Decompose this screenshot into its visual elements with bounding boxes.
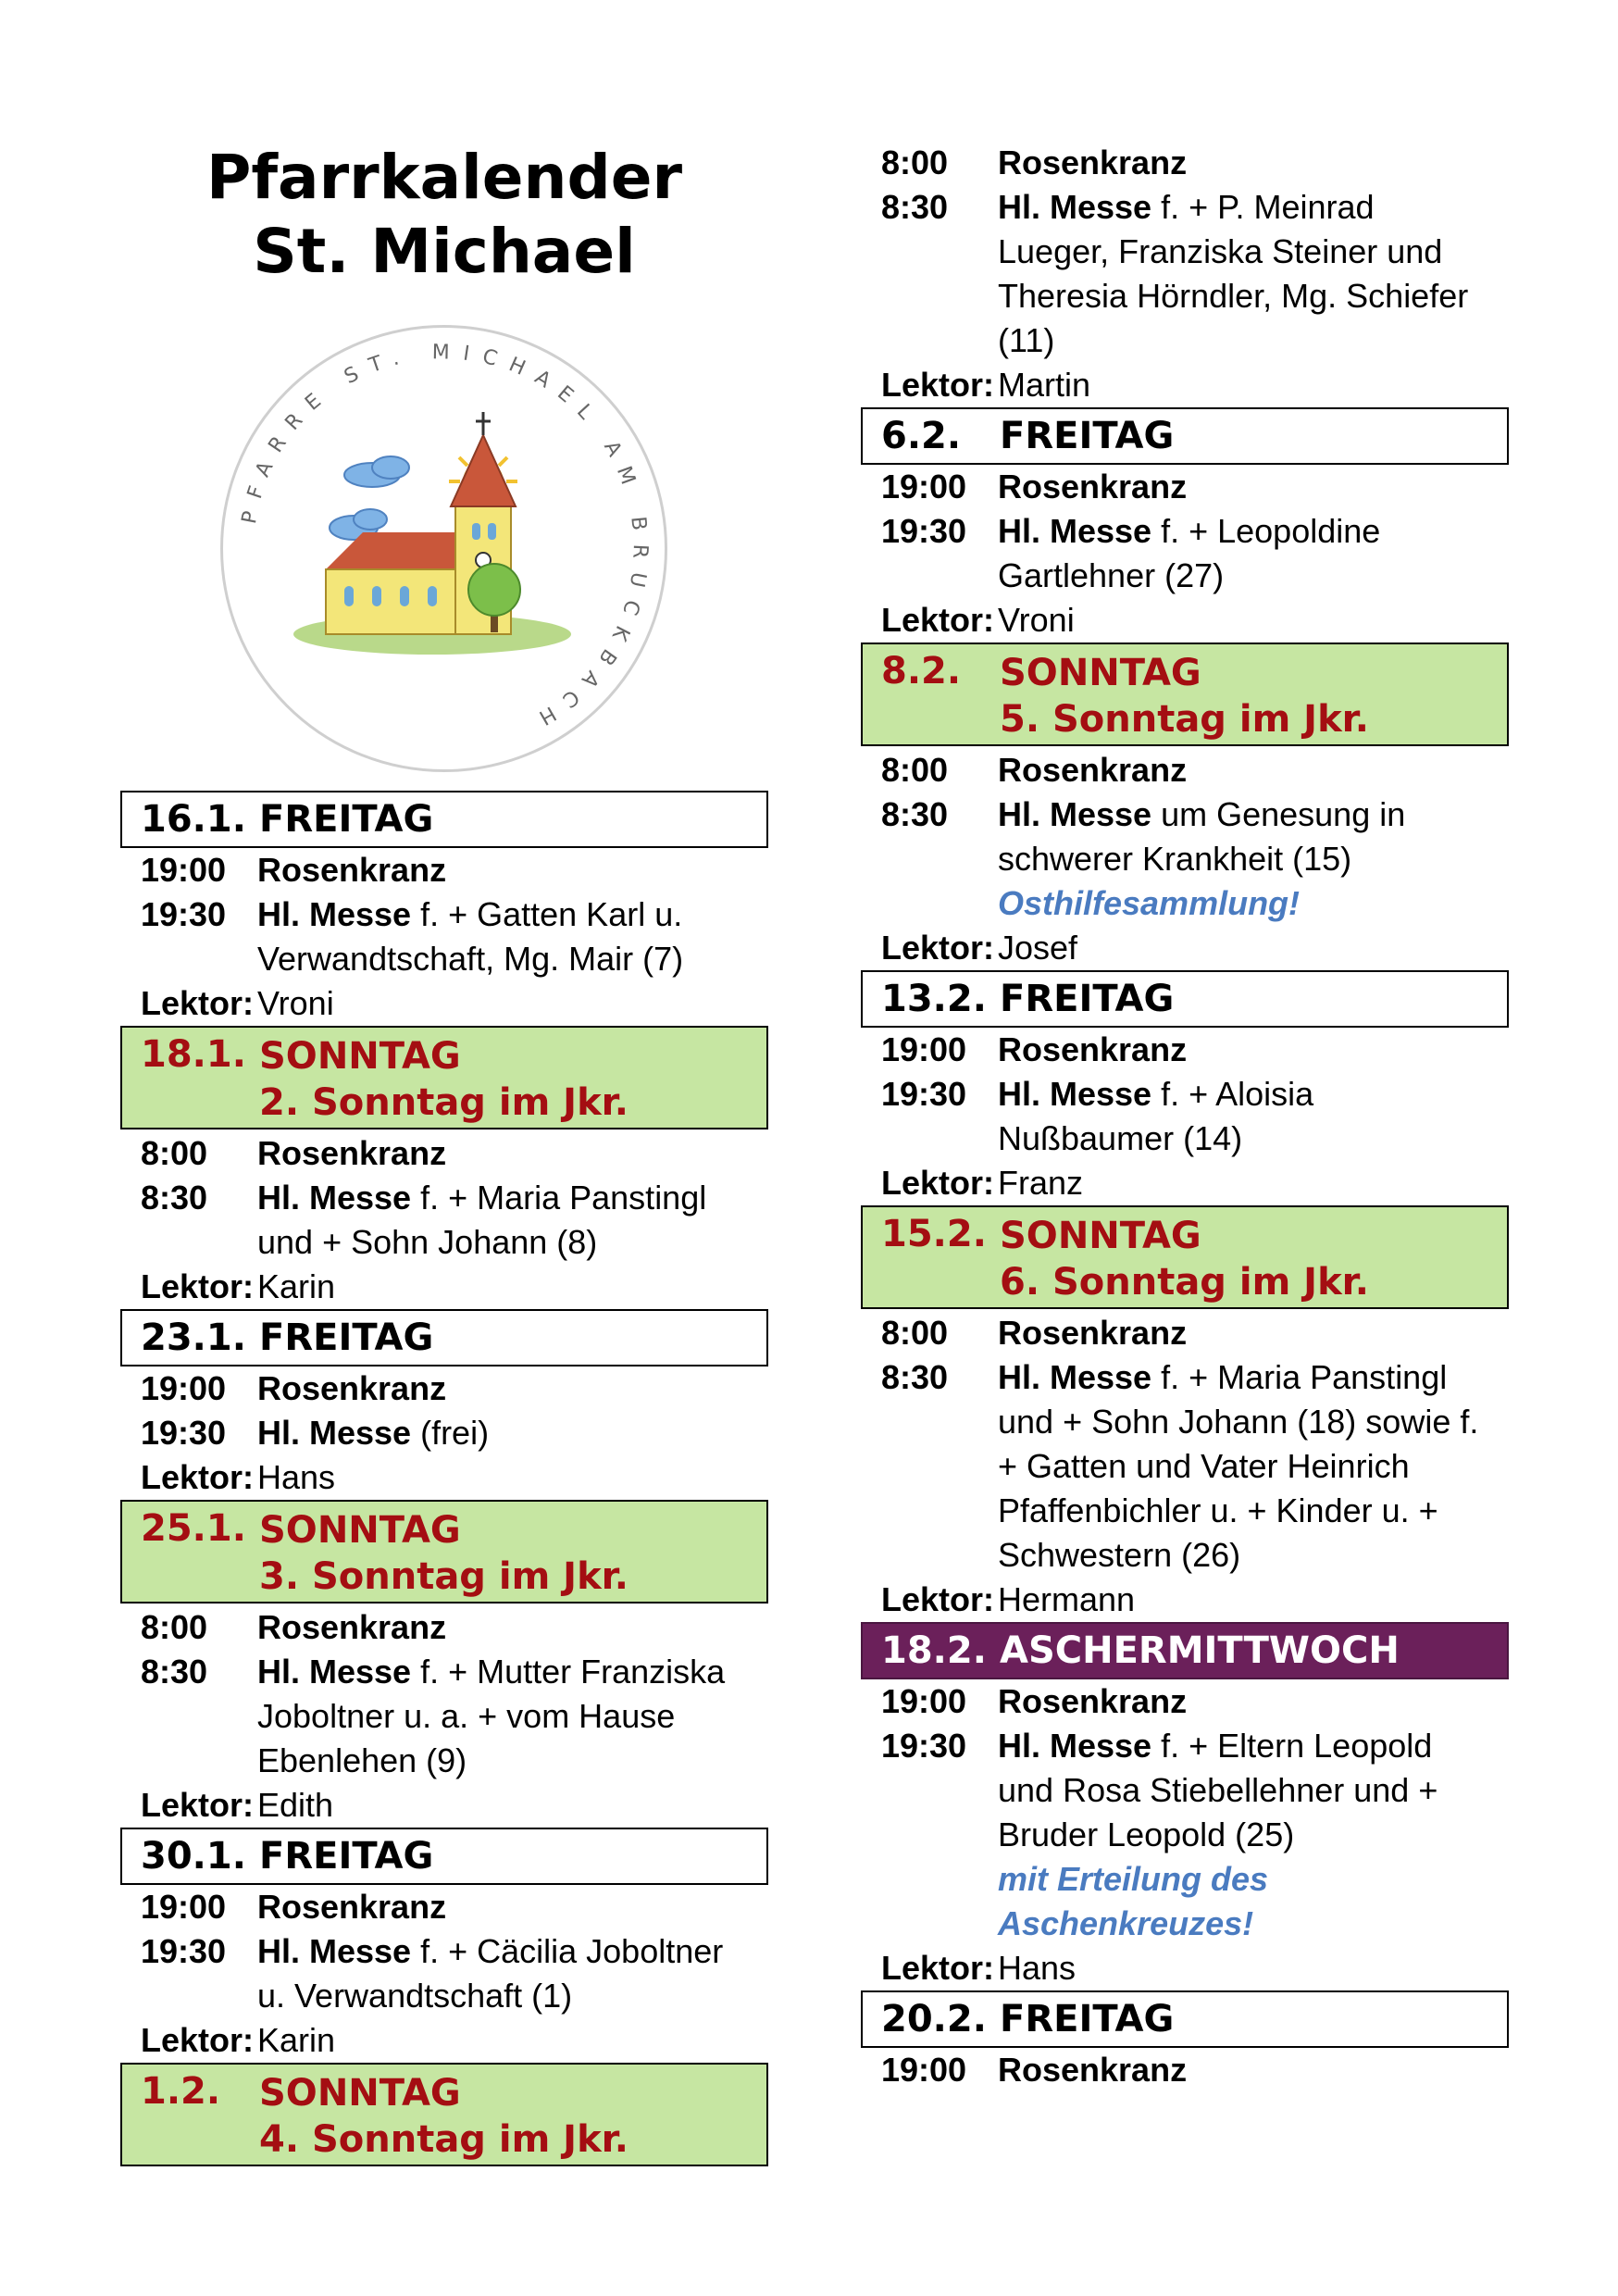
day-header-18-2: 18.2. ASCHERMITTWOCH bbox=[861, 1622, 1509, 1679]
schedule-row: 8:30 Hl. Messe f. + P. Meinrad bbox=[881, 188, 1375, 226]
schedule-row-cont: Verwandtschaft, Mg. Mair (7) bbox=[257, 940, 684, 978]
schedule-row: 19:00 Rosenkranz bbox=[141, 851, 447, 889]
lektor-row: Lektor: Josef bbox=[881, 929, 1078, 967]
schedule-row-cont: (11) bbox=[998, 321, 1055, 359]
schedule-row-cont: Theresia Hörndler, Mg. Schiefer bbox=[998, 277, 1469, 315]
schedule-row: 8:00 Rosenkranz bbox=[881, 144, 1188, 181]
title-line-2: St. Michael bbox=[253, 216, 636, 287]
day-header-20-2: 20.2. FREITAG bbox=[861, 1990, 1509, 2048]
lektor-row: Lektor: Karin bbox=[141, 1267, 336, 1305]
schedule-row-cont: und + Sohn Johann (8) bbox=[257, 1223, 598, 1261]
schedule-row: 19:00 Rosenkranz bbox=[881, 1030, 1188, 1068]
announcement-note: mit Erteilung des bbox=[998, 1860, 1269, 1898]
schedule-row-cont: u. Verwandtschaft (1) bbox=[257, 1977, 573, 2015]
schedule-row: 19:30 Hl. Messe f. + Cäcilia Joboltner bbox=[141, 1932, 724, 1970]
day-header-18-1: 18.1. SONNTAG 2. Sonntag im Jkr. bbox=[120, 1026, 768, 1129]
schedule-row-cont: und Rosa Stiebellehner und + bbox=[998, 1771, 1438, 1809]
schedule-row: 8:00 Rosenkranz bbox=[881, 751, 1188, 789]
cloud-icon bbox=[330, 456, 409, 540]
schedule-row-cont: Bruder Leopold (25) bbox=[998, 1816, 1295, 1853]
schedule-row-cont: + Gatten und Vater Heinrich bbox=[998, 1447, 1410, 1485]
announcement-note: Aschenkreuzes! bbox=[998, 1904, 1254, 1942]
weekday: FREITAG bbox=[259, 798, 434, 841]
schedule-row: 19:00 Rosenkranz bbox=[141, 1369, 447, 1407]
day-header-13-2: 13.2. FREITAG bbox=[861, 970, 1509, 1028]
day-header-23-1: 23.1. FREITAG bbox=[120, 1309, 768, 1366]
schedule-row: 8:00 Rosenkranz bbox=[141, 1608, 447, 1646]
title-line-1: Pfarrkalender bbox=[205, 142, 683, 213]
lektor-row: Lektor: Vroni bbox=[881, 601, 1075, 639]
lektor-row: Lektor: Hans bbox=[881, 1949, 1077, 1987]
schedule-row-cont: Gartlehner (27) bbox=[998, 556, 1225, 594]
schedule-row: 19:30 Hl. Messe f. + Aloisia bbox=[881, 1075, 1314, 1113]
lektor-row: Lektor: Martin bbox=[881, 366, 1091, 404]
lektor-row: Lektor: Edith bbox=[141, 1786, 334, 1824]
schedule-row: 8:30 Hl. Messe um Genesung in bbox=[881, 795, 1406, 833]
day-header-16-1 bbox=[120, 791, 768, 848]
day-header-6-2: 6.2. FREITAG bbox=[861, 407, 1509, 465]
right-column bbox=[861, 141, 1509, 2092]
schedule-row: 8:30 Hl. Messe f. + Mutter Franziska bbox=[141, 1653, 726, 1691]
schedule-row: 19:30 Hl. Messe f. + Gatten Karl u. bbox=[141, 895, 683, 933]
schedule-row-cont: schwerer Krankheit (15) bbox=[998, 840, 1352, 878]
day-header-30-1: 30.1. FREITAG bbox=[120, 1828, 768, 1885]
schedule-row: 8:00 Rosenkranz bbox=[881, 1314, 1188, 1352]
day-header-15-2: 15.2. SONNTAG 6. Sonntag im Jkr. bbox=[861, 1205, 1509, 1309]
day-header-1-2: 1.2. SONNTAG 4. Sonntag im Jkr. bbox=[120, 2063, 768, 2166]
schedule-row-cont: Lueger, Franziska Steiner und bbox=[998, 232, 1443, 270]
lektor-row: Lektor: Hans bbox=[141, 1458, 336, 1496]
schedule-row: 8:30 Hl. Messe f. + Maria Panstingl bbox=[141, 1179, 707, 1217]
lektor-row: Lektor: Hermann bbox=[881, 1580, 1136, 1618]
day-header-8-2: 8.2. SONNTAG 5. Sonntag im Jkr. bbox=[861, 643, 1509, 746]
page-title bbox=[120, 141, 768, 289]
schedule-row: 8:30 Hl. Messe f. + Maria Panstingl bbox=[881, 1358, 1448, 1396]
schedule-row-cont: Joboltner u. a. + vom Hause bbox=[257, 1697, 676, 1735]
schedule-row: 19:00 Rosenkranz bbox=[881, 1682, 1188, 1720]
schedule-row-cont: Schwestern (26) bbox=[998, 1536, 1241, 1574]
day-header-25-1: 25.1. SONNTAG 3. Sonntag im Jkr. bbox=[120, 1500, 768, 1603]
schedule-row: 19:00 Rosenkranz bbox=[881, 468, 1188, 505]
schedule-row: 8:00 Rosenkranz bbox=[141, 1134, 447, 1172]
lektor-row: Lektor: Franz bbox=[881, 1164, 1084, 1202]
date: 16.1. bbox=[141, 798, 246, 841]
seal-ring-text: PFARRE ST. MICHAEL AM BRUCKBACH bbox=[238, 341, 652, 736]
announcement-note: Osthilfesammlung! bbox=[998, 884, 1301, 922]
lektor-row: Lektor: Karin bbox=[141, 2021, 336, 2059]
schedule-row-cont: und + Sohn Johann (18) sowie f. bbox=[998, 1403, 1479, 1441]
schedule-row: 19:30 Hl. Messe f. + Eltern Leopold bbox=[881, 1727, 1433, 1765]
schedule-row-cont: Nußbaumer (14) bbox=[998, 1119, 1243, 1157]
schedule-row: 19:30 Hl. Messe f. + Leopoldine bbox=[881, 512, 1381, 550]
left-column bbox=[120, 791, 768, 2166]
parish-seal-logo bbox=[215, 319, 673, 778]
schedule-row: 19:00 Rosenkranz bbox=[881, 2051, 1188, 2089]
schedule-row: 19:00 Rosenkranz bbox=[141, 1888, 447, 1926]
schedule-row: 19:30 Hl. Messe (frei) bbox=[141, 1414, 490, 1452]
lektor-row: Lektor: Vroni bbox=[141, 984, 334, 1022]
schedule-row-cont: Pfaffenbichler u. + Kinder u. + bbox=[998, 1491, 1438, 1529]
schedule-row-cont: Ebenlehen (9) bbox=[257, 1741, 467, 1779]
